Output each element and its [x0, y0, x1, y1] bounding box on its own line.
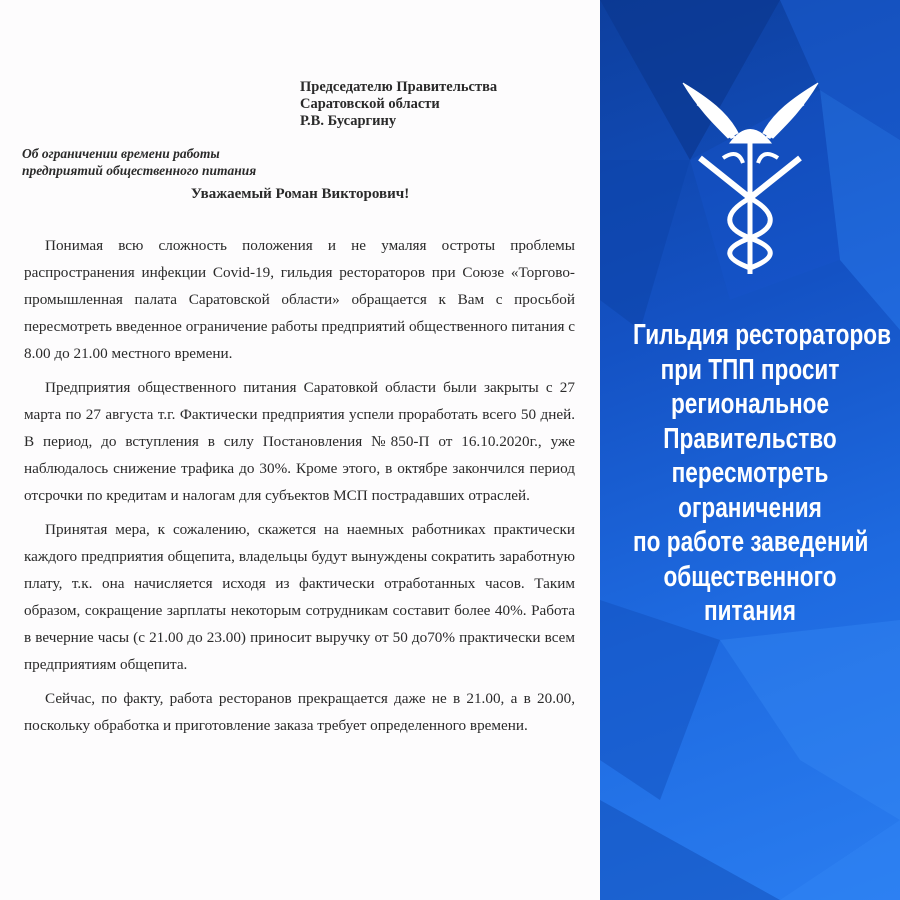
- headline-line: по работе заведений: [633, 526, 869, 558]
- headline-line: общественного: [663, 560, 837, 593]
- headline-line: при ТПП просит: [660, 353, 840, 386]
- headline-line: питания: [703, 595, 796, 627]
- recipient-line: Р.В. Бусаргину: [300, 113, 397, 129]
- letter-recipient: [300, 79, 497, 130]
- letter-paragraph: Сейчас, по факту, работа ресторанов прекращается даже не в 21.00, а в 20.00, поскольку обработка и приготовление заказа требует определенного времени.: [24, 690, 575, 734]
- recipient-line: Саратовской области: [300, 96, 440, 112]
- info-panel: [600, 0, 900, 900]
- subject-line: Об ограничении времени работы: [22, 146, 220, 161]
- letter-subject: [22, 145, 256, 179]
- winged-caduceus-icon: [678, 78, 823, 278]
- panel-headline: [600, 318, 900, 629]
- letter-body: [24, 232, 575, 746]
- headline-line: Правительство: [663, 422, 837, 455]
- subject-line: предприятий общественного питания: [22, 163, 257, 178]
- headline-line: региональное: [670, 388, 830, 420]
- headline-line: пересмотреть: [671, 457, 829, 489]
- letter-paragraph: Понимая всю сложность положения и не умаляя остроты проблемы распространения инфекции Covid-19, гильдия рестораторов при Союзе «Торгово-промышленная палата Саратовской области» обращается к Вам с просьбой пересмотреть введенное ограничение работы предприятий общественного питания с 8.00 до 21.00 местного времени.: [24, 237, 575, 362]
- letter-salutation: Уважаемый Роман Викторович!: [190, 186, 410, 202]
- headline-line: ограничения: [678, 491, 822, 524]
- letter-paragraph: Принятая мера, к сожалению, скажется на наемных работниках практически каждого предприятия общепита, владельцы будут вынуждены сократить заработную плату, т.к. она начисляется исходя из фактически отработанных часов. Таким образом, сокращение зарплаты некоторым сотрудникам составит более 40%. Работа в вечерние часы (с 21.00 до 23.00) приносит выручку от 50 до70% практически всем предприятиям общепита.: [24, 521, 575, 673]
- recipient-line: Председателю Правительства: [300, 79, 498, 95]
- letter-paragraph: Предприятия общественного питания Саратовкой области были закрыты с 27 марта по 27 августа т.г. Фактически предприятия успели проработать всего 50 дней. В период, до вступления в силу Постановления №850-П от 16.10.2020г., уже наблюдалось снижение трафика до 30%. Кроме этого, в октябре закончился период отсрочки по кредитам и налогам для субъектов МСП пострадавших отраслей.: [24, 379, 575, 504]
- headline-line: Гильдия рестораторов: [633, 319, 892, 351]
